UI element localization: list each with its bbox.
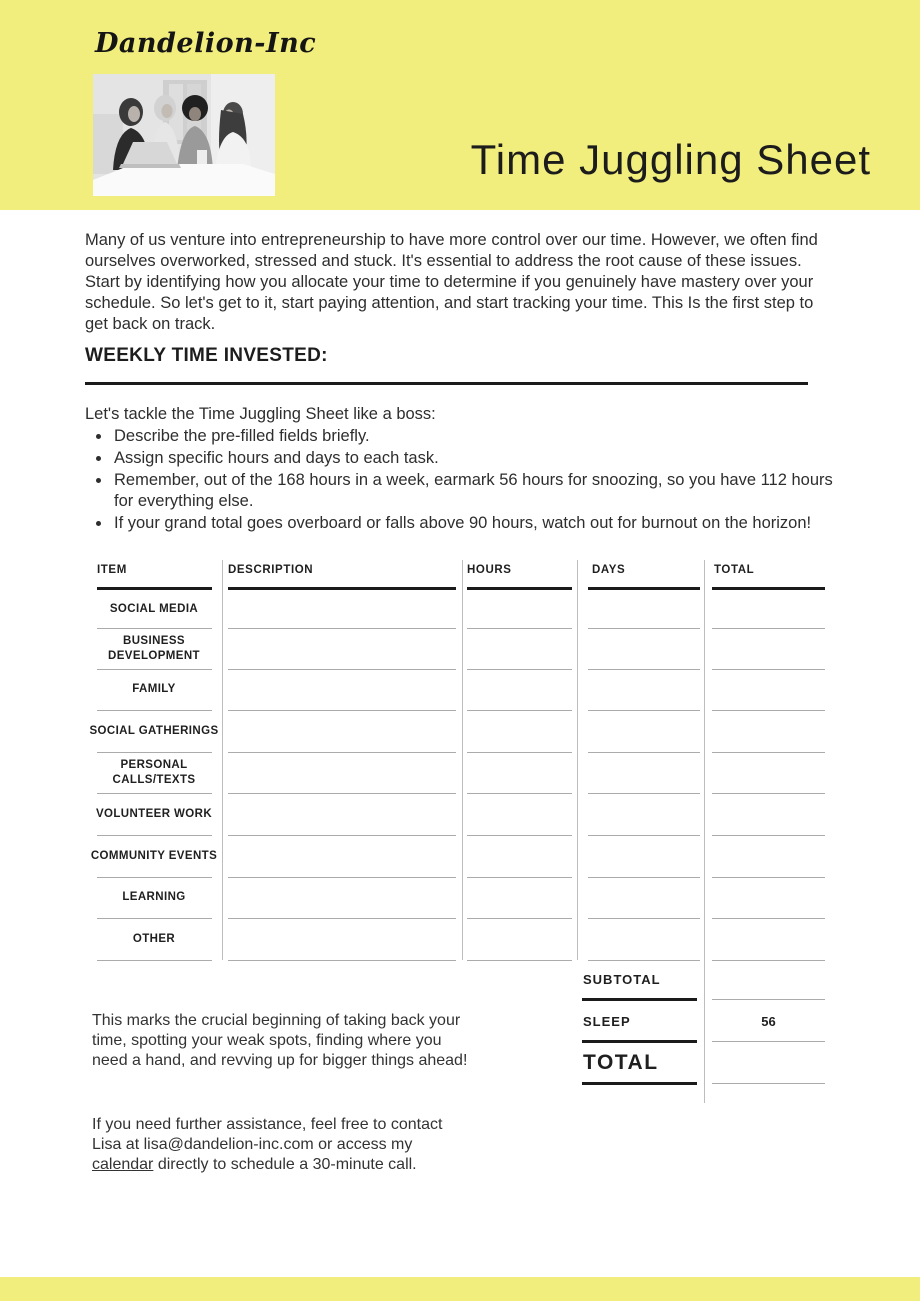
item-label-family: FAMILY [132,683,176,695]
days-field-volunteer-work[interactable] [588,835,700,836]
total-field-other[interactable] [712,960,825,961]
item-label-learning: LEARNING [122,891,186,903]
column-header-description: DESCRIPTION [228,564,314,576]
total-field-learning[interactable] [712,918,825,919]
item-label-personal-calls-texts: PERSONAL CALLS/TEXTS [112,758,196,786]
days-field-personal-calls-texts[interactable] [588,793,700,794]
column-header-item: ITEM [97,564,127,576]
header-underline-days [588,587,700,590]
grand-total-label: TOTAL [583,1051,659,1074]
total-field-social-media[interactable] [712,628,825,629]
desc-field-community-events[interactable] [228,877,456,878]
item-label-volunteer-work: VOLUNTEER WORK [95,807,213,820]
hours-field-social-media[interactable] [467,628,572,629]
desc-field-business-development[interactable] [228,669,456,670]
instruction-bullet: • Remember, out of the 168 hours in a week, earmark 56 hours for snoozing, so you have 112 hours for everything else. [112,470,841,512]
hours-field-social-gatherings[interactable] [467,752,572,753]
hours-field-personal-calls-texts[interactable] [467,793,572,794]
desc-field-social-media[interactable] [228,628,456,629]
contact-paragraph [92,1115,474,1175]
total-field-social-gatherings[interactable] [712,752,825,753]
hours-field-other[interactable] [467,960,572,961]
desc-field-personal-calls-texts[interactable] [228,793,456,794]
instructions-lead: Let's tackle the Time Juggling Sheet like a boss: [85,405,436,423]
item-label-business-development: BUSINESS DEVELOPMENT [108,634,200,662]
sleep-value: 56 [761,1014,776,1029]
days-field-social-gatherings[interactable] [588,752,700,753]
header-underline-desc [228,587,456,590]
days-field-other[interactable] [588,960,700,961]
desc-field-learning[interactable] [228,918,456,919]
total-field-personal-calls-texts[interactable] [712,793,825,794]
section-heading: WEEKLY TIME INVESTED: [85,345,328,366]
desc-field-social-gatherings[interactable] [228,752,456,753]
column-separator-1 [222,560,223,960]
hours-field-community-events[interactable] [467,877,572,878]
footer-accent-bar [0,1277,920,1301]
days-field-community-events[interactable] [588,877,700,878]
days-field-social-media[interactable] [588,628,700,629]
instruction-bullet: • Describe the pre-filled fields briefly. [112,426,841,447]
hours-field-learning[interactable] [467,918,572,919]
column-header-total: TOTAL [714,564,755,576]
subtotal-field[interactable] [712,999,825,1000]
column-separator-4 [704,560,705,1103]
total-field-volunteer-work[interactable] [712,835,825,836]
desc-field-volunteer-work[interactable] [228,835,456,836]
item-label-social-media: SOCIAL MEDIA [109,602,199,615]
column-separator-2 [462,560,463,960]
hours-field-volunteer-work[interactable] [467,835,572,836]
column-separator-3 [577,560,578,960]
instruction-bullet: • Assign specific hours and days to each task. [112,448,841,469]
instruction-list-wrap [93,426,841,535]
sleep-label: SLEEP [583,1014,631,1029]
team-photo [93,74,275,196]
column-header-days: DAYS [592,564,626,576]
desc-field-family[interactable] [228,710,456,711]
grand-total-field[interactable] [712,1083,825,1084]
desc-field-other[interactable] [228,960,456,961]
item-underline-other [97,960,212,961]
days-field-family[interactable] [588,710,700,711]
subtotal-underline [582,998,697,1001]
item-label-social-gatherings: SOCIAL GATHERINGS [89,724,219,737]
item-label-other: OTHER [132,932,176,945]
section-divider [85,382,808,385]
calendar-link[interactable]: calendar [92,1156,154,1173]
contact-text-after: directly to schedule a 30-minute call. [153,1156,417,1173]
days-field-learning[interactable] [588,918,700,919]
header-underline-total [712,587,825,590]
brand-logo: Dandelion-Inc [95,28,317,59]
days-field-business-development[interactable] [588,669,700,670]
instruction-list [93,426,841,534]
header-underline-hours [467,587,572,590]
hours-field-business-development[interactable] [467,669,572,670]
sleep-field-underline [712,1041,825,1042]
total-field-family[interactable] [712,710,825,711]
closing-paragraph: This marks the crucial beginning of taking back your time, spotting your weak spots, finding where you need a hand, and revving up for bigger things ahead! [92,1012,468,1069]
intro-paragraph: Many of us venture into entrepreneurship to have more control over our time. However, we often find ourselves overworked, stressed and stuck. It's essential to address the root cause of these issues. Start by identifying how you allocate your time to determine if you genuinely have mastery over your schedule. So let's get to it, start paying attention, and start tracking your time. This Is the first step to get back on track. [85,231,818,333]
subtotal-label: SUBTOTAL [583,972,661,987]
column-header-hours: HOURS [467,564,512,576]
grand-total-underline [582,1082,697,1085]
contact-text-before: If you need further assistance, feel free to contact Lisa at lisa@dandelion-inc.com or access my [92,1116,443,1153]
instruction-bullet: • If your grand total goes overboard or falls above 90 hours, watch out for burnout on the horizon! [112,513,841,534]
hours-field-family[interactable] [467,710,572,711]
page-title: Time Juggling Sheet [470,136,871,183]
item-label-community-events: COMMUNITY EVENTS [90,849,218,862]
total-field-community-events[interactable] [712,877,825,878]
sleep-underline [582,1040,697,1043]
total-field-business-development[interactable] [712,669,825,670]
